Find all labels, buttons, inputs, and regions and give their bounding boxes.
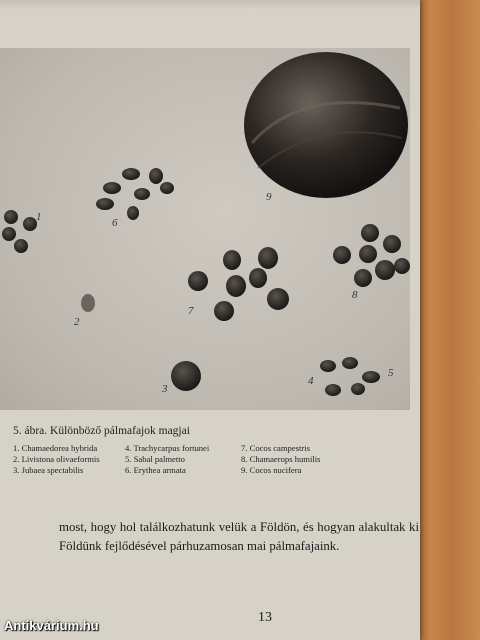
page-number: 13: [258, 610, 272, 625]
seed-9-coconut: [244, 52, 408, 198]
legend-item: 2. Livistona olivaeformis: [13, 454, 100, 464]
photo-label-4: 4: [308, 375, 314, 387]
legend-item: 7. Cocos campestris: [241, 443, 310, 453]
photo-label-7: 7: [188, 305, 194, 317]
seed-group-1: [2, 210, 37, 253]
seed-group-8: [333, 224, 410, 287]
legend-item: 4. Trachycarpus fortunei: [125, 443, 210, 453]
photo-label-3: 3: [162, 383, 168, 395]
legend-item: 9. Cocos nucifera: [241, 465, 302, 475]
photo-label-8: 8: [352, 289, 358, 301]
legend-item: 8. Chamaerops humilis: [241, 454, 321, 464]
seeds-illustration: [0, 48, 410, 410]
seed-group-4: [320, 357, 380, 396]
photo-label-1: 1: [36, 211, 42, 223]
legend-item: 5. Sabal palmetto: [125, 454, 185, 464]
photo-label-5: 5: [388, 367, 394, 379]
watermark-logo: Antikvárium.hu: [4, 618, 99, 633]
seed-group-6: [96, 168, 174, 220]
seed-2: [81, 294, 95, 312]
seed-group-7: [188, 247, 289, 321]
body-paragraph: most, hogy hol találkozhatunk velük a Földön, és hogyan alakultak ki Földünk fejlődésével párhuzamosan mai pálmafajaink.: [59, 520, 419, 553]
photo-label-2: 2: [74, 316, 80, 328]
figure-caption: [13, 425, 413, 475]
legend-item: 6. Erythea armata: [125, 465, 186, 475]
photo-label-6: 6: [112, 217, 118, 229]
caption-legend: [13, 443, 413, 475]
palm-seeds-photograph: [0, 48, 410, 410]
wooden-table-background: [410, 0, 480, 640]
photo-label-9: 9: [266, 191, 272, 203]
page-edge: [0, 0, 420, 10]
caption-title: 5. ábra. Különböző pálmafajok magjai: [13, 425, 190, 437]
legend-item: 3. Jubaea spectabilis: [13, 465, 84, 475]
legend-item: 1. Chamaedorea hybrida: [13, 443, 98, 453]
seed-3: [171, 361, 201, 391]
